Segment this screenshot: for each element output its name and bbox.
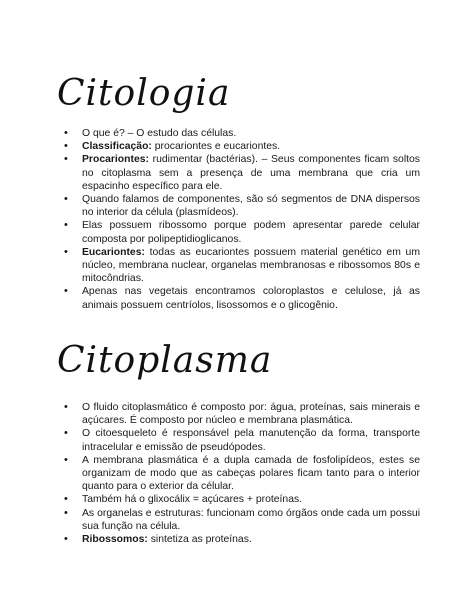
item-text: Quando falamos de componentes, são só segmentos de DNA dispersos no interior da célula (plasmídeos). (82, 194, 420, 219)
list-item (64, 285, 420, 311)
list-item (64, 507, 420, 533)
list-item (64, 427, 420, 453)
item-text: O fluido citoplasmático é composto por: água, proteínas, sais minerais e açúcares. É composto por núcleo e membrana plasmática. (82, 402, 420, 427)
list-item (64, 127, 420, 140)
item-text: Elas possuem ribossomo porque podem apresentar parede celular composta por polipeptidioglicanos. (82, 220, 420, 245)
item-text: O citoesqueleto é responsável pela manutenção da forma, transporte intracelular e emissão de pseudópodes. (82, 428, 420, 453)
list-item (64, 493, 420, 506)
bold-lead: Classificação: (82, 141, 152, 153)
item-text: todas as eucariontes possuem material genético em um núcleo, membrana nuclear, organelas membranosas e ribossomos 80s e mitocôndrias. (82, 246, 420, 285)
list-item (64, 219, 420, 245)
list-item (64, 454, 420, 494)
item-text: procariontes e eucariontes. (151, 141, 281, 153)
item-text: A membrana plasmática é a dupla camada de fosfolipídeos, estes se organizam de modo que as cabeças polares ficam tanto para o interior quanto para o exterior da célular. (82, 454, 420, 493)
list-item (64, 246, 420, 286)
bold-lead: Eucariontes: (82, 246, 145, 258)
item-text: O que é? – O estudo das células. (82, 128, 237, 139)
citoplasma-bullet-list (64, 401, 420, 546)
list-item (64, 140, 420, 153)
list-item (64, 193, 420, 219)
item-text: rudimentar (bactérias). – Seus componentes ficam soltos no citoplasma sem a presença de uma membrana que cria um espacinho específico para ele. (82, 154, 420, 192)
section-title-citologia: Citologia (57, 73, 231, 114)
item-text: Também há o glixocálix = açúcares + proteínas. (82, 494, 303, 506)
item-text: As organelas e estruturas: funcionam como órgãos onde cada um possui sua função na célula. (82, 507, 420, 532)
list-item (64, 401, 420, 427)
item-text: Apenas nas vegetais encontramos coloroplastos e celulose, já as animais possuem centríolos, lisossomos e o glicogênio. (82, 286, 420, 311)
bold-lead: Ribossomos: (82, 534, 148, 546)
list-item (64, 533, 420, 546)
item-text: sintetiza as proteínas. (147, 534, 252, 546)
list-item (64, 153, 420, 193)
section-title-citoplasma: Citoplasma (57, 340, 273, 381)
bold-lead: Procariontes: (82, 154, 149, 166)
citologia-bullet-list (64, 127, 420, 312)
